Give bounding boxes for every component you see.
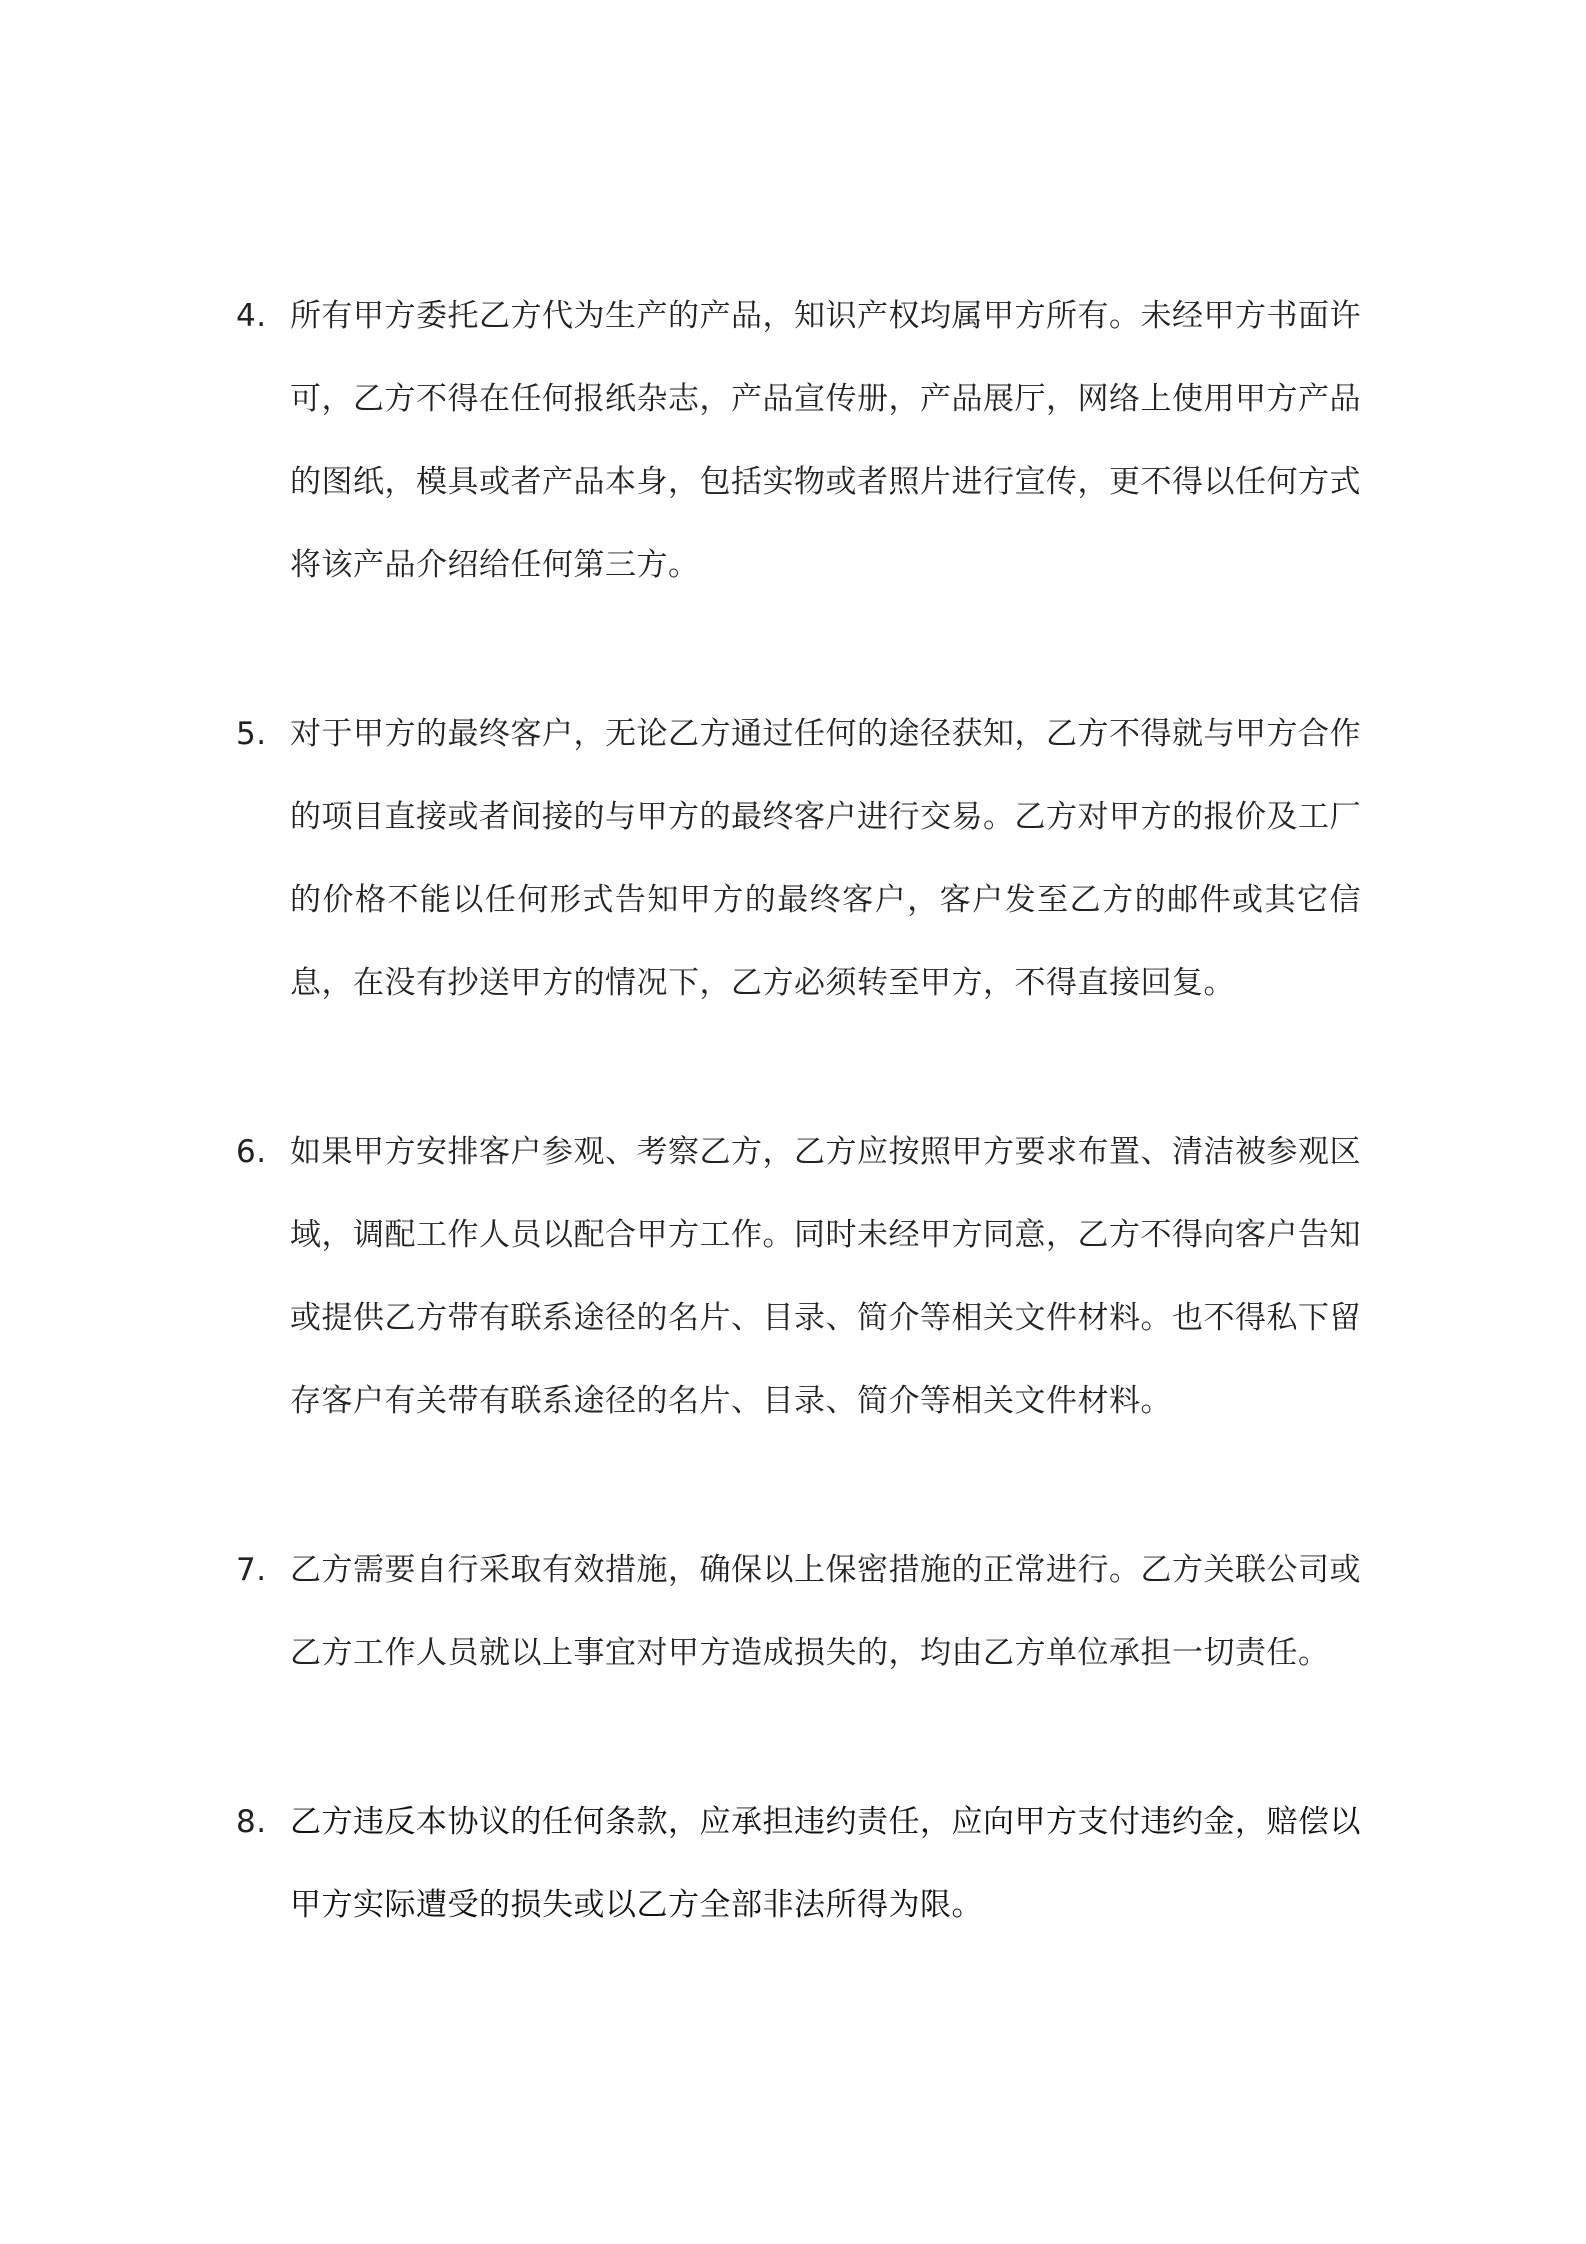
clause-text: 对于甲方的最终客户，无论乙方通过任何的途径获知，乙方不得就与甲方合作的项目直接或者间接的与甲方的最终客户进行交易。乙方对甲方的报价及工厂的价格不能以任何形式告知甲方的最终客户，客户发至乙方的邮件或其它信息，在没有抄送甲方的情况下，乙方必须转至甲方，不得直接回复。 [290, 716, 1361, 1001]
clause-text: 如果甲方安排客户参观、考察乙方，乙方应按照甲方要求布置、清洁被参观区域，调配工作人员以配合甲方工作。同时未经甲方同意，乙方不得向客户告知或提供乙方带有联系途径的名片、目录、简介等相关文件材料。也不得私下留存客户有关带有联系途径的名片、目录、简介等相关文件材料。 [290, 1134, 1361, 1419]
clause-number: 7. [236, 1552, 267, 1588]
clause-4 [236, 275, 1361, 607]
clause-text: 所有甲方委托乙方代为生产的产品，知识产权均属甲方所有。未经甲方书面许可，乙方不得在任何报纸杂志，产品宣传册，产品展厅，网络上使用甲方产品的图纸，模具或者产品本身，包括实物或者照片进行宣传，更不得以任何方式将该产品介绍给任何第三方。 [290, 298, 1361, 583]
clause-number: 4. [236, 298, 267, 334]
clause-text: 乙方违反本协议的任何条款，应承担违约责任，应向甲方支付违约金，赔偿以甲方实际遭受的损失或以乙方全部非法所得为限。 [290, 1804, 1361, 1923]
clause-7 [236, 1529, 1361, 1695]
clause-6 [236, 1111, 1361, 1443]
clause-list [236, 275, 1361, 1947]
clause-text: 乙方需要自行采取有效措施，确保以上保密措施的正常进行。乙方关联公司或乙方工作人员就以上事宜对甲方造成损失的，均由乙方单位承担一切责任。 [290, 1552, 1361, 1671]
clause-8 [236, 1781, 1361, 1947]
clause-number: 8. [236, 1804, 267, 1840]
clause-5 [236, 693, 1361, 1025]
clause-number: 6. [236, 1134, 267, 1170]
clause-number: 5. [236, 716, 267, 752]
